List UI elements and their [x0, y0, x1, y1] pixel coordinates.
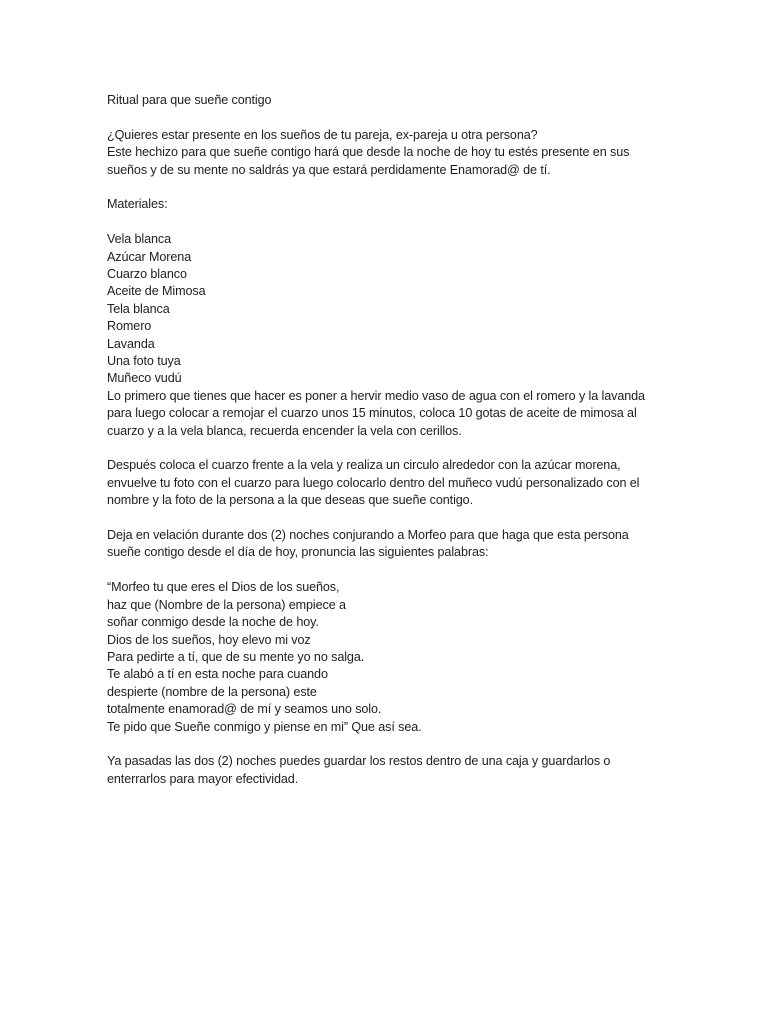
step2-paragraph — [107, 457, 667, 509]
prayer-line: Te alabó a tí en esta noche para cuando — [107, 667, 328, 682]
intro-line: ¿Quieres estar presente en los sueños de tu pareja, ex-pareja u otra persona? — [107, 127, 538, 142]
material-item: Tela blanca — [107, 301, 170, 316]
step3-line: sueñe contigo desde el día de hoy, pronuncia las siguientes palabras: — [107, 545, 489, 560]
step2-line: nombre y la foto de la persona a la que deseas que sueñe contigo. — [107, 493, 473, 508]
prayer-line: haz que (Nombre de la persona) empiece a — [107, 597, 346, 612]
material-item: Romero — [107, 319, 152, 334]
spacer — [107, 109, 667, 126]
prayer-line: Para pedirte a tí, que de su mente yo no salga. — [107, 649, 365, 664]
prayer-line: totalmente enamorad@ de mí y seamos uno solo. — [107, 702, 382, 717]
prayer-block — [107, 579, 667, 736]
materials-heading: Materiales: — [107, 197, 168, 212]
intro-line: sueños y de su mente no saldrás ya que estará perdidamente Enamorad@ de tí. — [107, 162, 551, 177]
material-item: Una foto tuya — [107, 354, 181, 369]
spacer — [107, 440, 667, 457]
prayer-line: Dios de los sueños, hoy elevo mi voz — [107, 632, 311, 647]
prayer-line: soñar conmigo desde la noche de hoy. — [107, 615, 319, 630]
closing-paragraph — [107, 753, 667, 788]
step2-line: Después coloca el cuarzo frente a la vela y realiza un circulo alrededor con la azúcar morena, — [107, 458, 621, 473]
step1-line: para luego colocar a remojar el cuarzo unos 15 minutos, coloca 10 gotas de aceite de mimosa al — [107, 406, 637, 421]
step3-paragraph — [107, 527, 667, 562]
prayer-line: despierte (nombre de la persona) este — [107, 684, 317, 699]
step3-line: Deja en velación durante dos (2) noches conjurando a Morfeo para que haga que esta persona — [107, 528, 629, 543]
spacer — [107, 736, 667, 753]
document-body — [107, 92, 667, 788]
intro-line: Este hechizo para que sueñe contigo hará que desde la noche de hoy tu estés presente en sus — [107, 145, 630, 160]
step2-line: envuelve tu foto con el cuarzo para luego colocarlo dentro del muñeco vudú personalizado con el — [107, 475, 640, 490]
intro-paragraph — [107, 127, 667, 179]
prayer-line: “Morfeo tu que eres el Dios de los sueños, — [107, 580, 340, 595]
closing-line: enterrarlos para mayor efectividad. — [107, 771, 299, 786]
closing-line: Ya pasadas las dos (2) noches puedes guardar los restos dentro de una caja y guardarlos o — [107, 754, 611, 769]
spacer — [107, 510, 667, 527]
document-title: Ritual para que sueñe contigo — [107, 93, 272, 107]
spacer — [107, 562, 667, 579]
prayer-line: Te pido que Sueñe conmigo y piense en mi” Que así sea. — [107, 719, 422, 734]
material-item: Lavanda — [107, 336, 155, 351]
step1-paragraph — [107, 388, 667, 440]
material-item: Azúcar Morena — [107, 249, 192, 264]
material-item: Vela blanca — [107, 232, 172, 247]
step1-line: cuarzo y a la vela blanca, recuerda encender la vela con cerillos. — [107, 423, 462, 438]
materials-list — [107, 231, 667, 388]
spacer — [107, 214, 667, 231]
material-item: Aceite de Mimosa — [107, 284, 206, 299]
spacer — [107, 179, 667, 196]
material-item: Cuarzo blanco — [107, 267, 187, 282]
step1-line: Lo primero que tienes que hacer es poner a hervir medio vaso de agua con el romero y la lavanda — [107, 388, 645, 403]
material-item: Muñeco vudú — [107, 371, 182, 386]
